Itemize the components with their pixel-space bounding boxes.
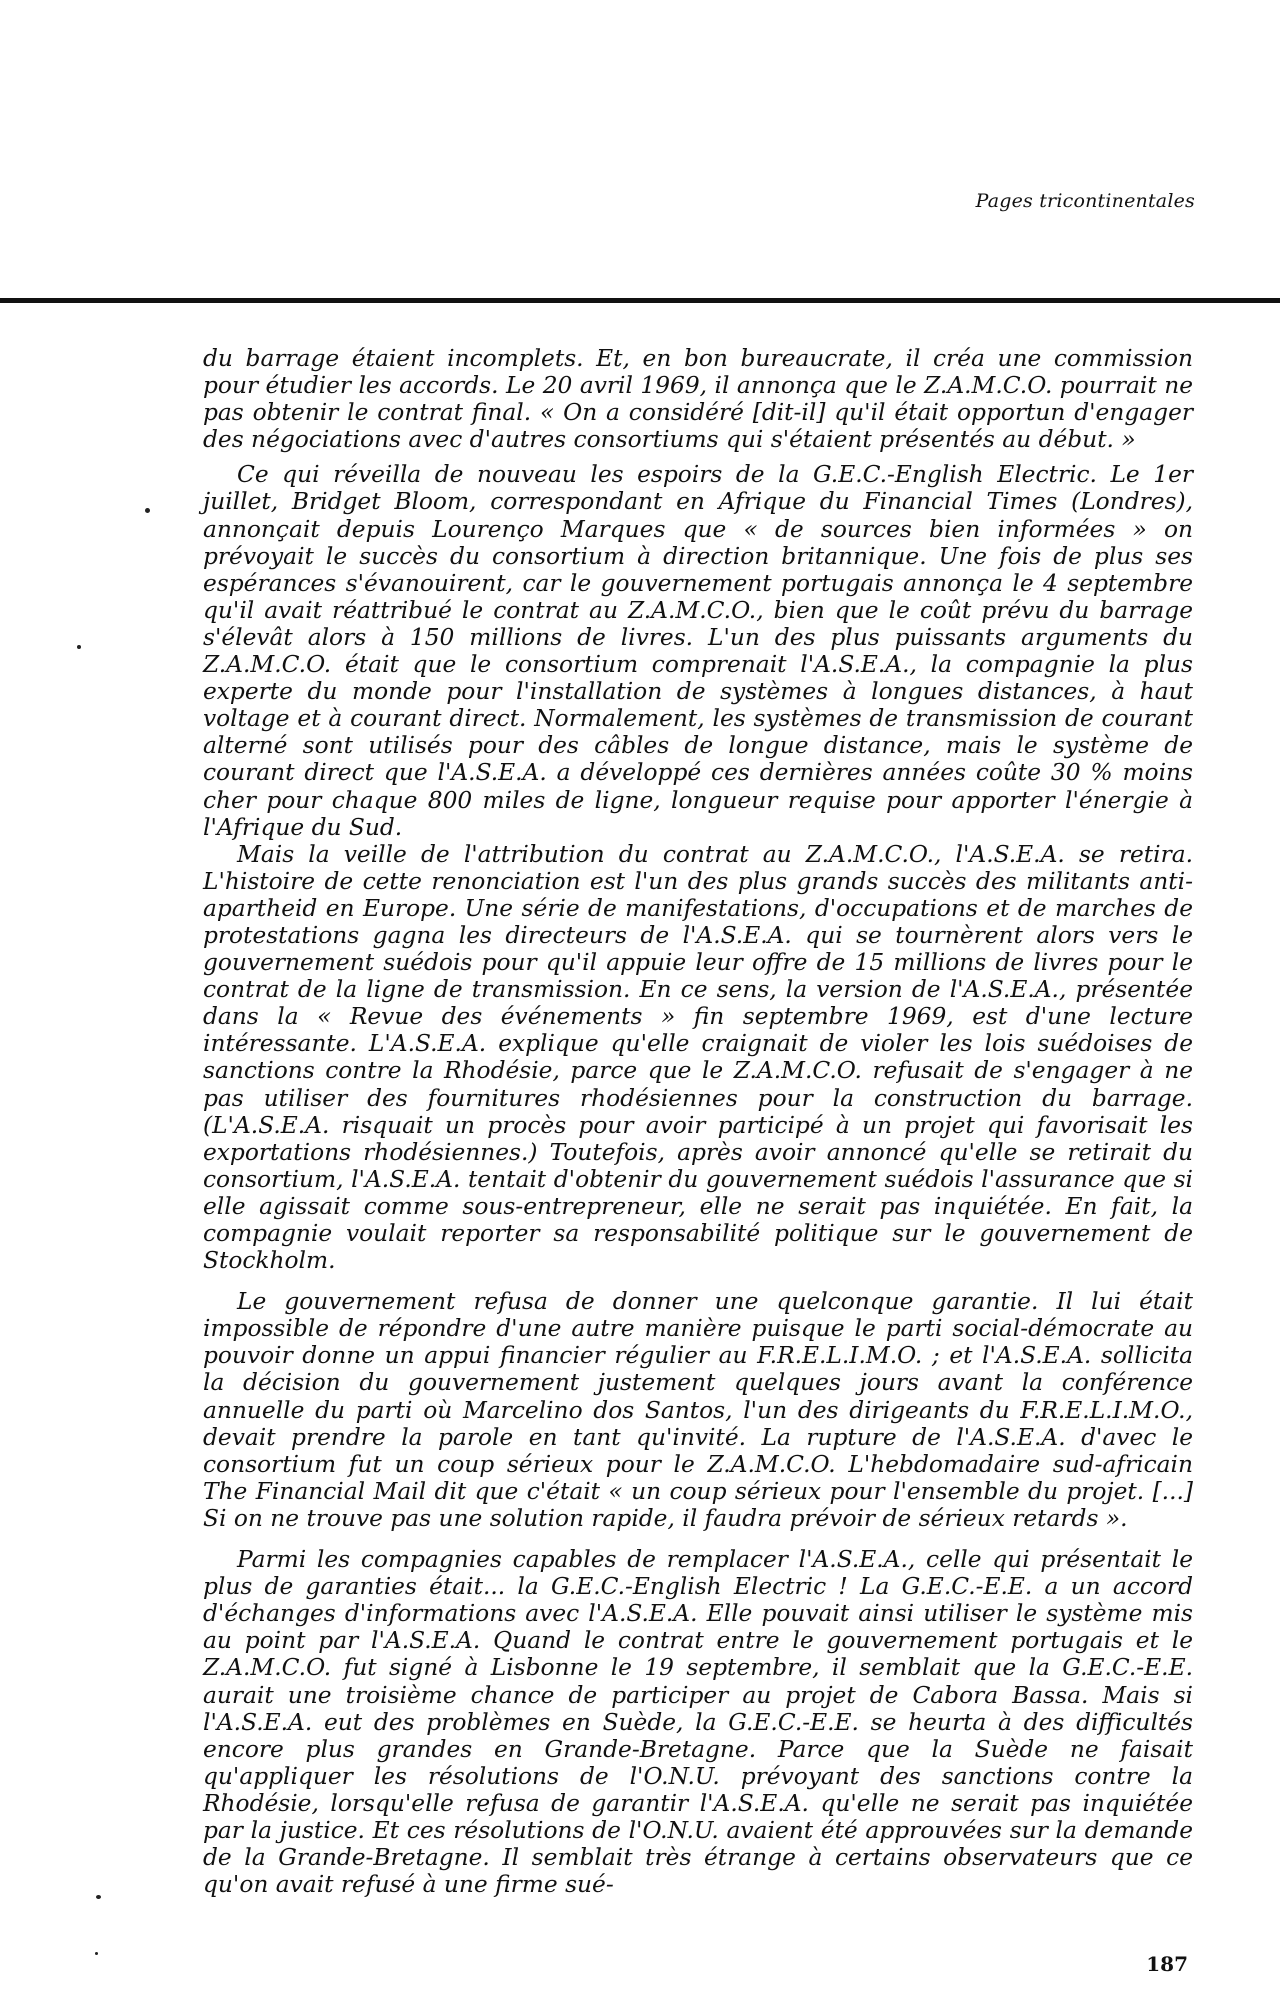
header-rule xyxy=(0,298,1280,303)
page-number: 187 xyxy=(1146,1952,1188,1976)
body-text xyxy=(203,345,1193,1898)
scan-speck xyxy=(95,1952,98,1955)
paragraph-5: Parmi les compagnies capables de remplacer l'A.S.E.A., celle qui présentait le plus de garanties était... la G.E.C.-English Electric ! La G.E.C.-E.E. a un accord d'échanges d'informations avec l'A.S.E.A. Elle pouvait ainsi utiliser le système mis au point par l'A.S.E.A. Quand le contrat entre le gouvernement portugais et le Z.A.M.C.O. fut signé à Lisbonne le 19 septembre, il semblait que la G.E.C.-E.E. aurait une troisième chance de participer au projet de Cabora Bassa. Mais si l'A.S.E.A. eut des problèmes en Suède, la G.E.C.-E.E. se heurta à des difficultés encore plus grandes en Grande-Bretagne. Parce que la Suède ne faisait qu'appliquer les résolutions de l'O.N.U. prévoyant des sanctions contre la Rhodésie, lorsqu'elle refusa de garantir l'A.S.E.A. qu'elle ne serait pas inquiétée par la justice. Et ces résolutions de l'O.N.U. avaient été approuvées sur la demande de la Grande-Bretagne. Il semblait très étrange à certains observateurs que ce qu'on avait refusé à une firme sué- xyxy=(203,1546,1193,1899)
paragraph-2: Ce qui réveilla de nouveau les espoirs de la G.E.C.-English Electric. Le 1er juillet, Bridget Bloom, correspondant en Afrique du Financial Times (Londres), annonçait depuis Lourenço Marques que « de sources bien informées » on prévoyait le succès du consortium à direction britannique. Une fois de plus ses espérances s'évanouirent, car le gouvernement portugais annonça le 4 septembre qu'il avait réattribué le contrat au Z.A.M.C.O., bien que le coût prévu du barrage s'élevât alors à 150 millions de livres. L'un des plus puissants arguments du Z.A.M.C.O. était que le consortium comprenait l'A.S.E.A., la compagnie la plus experte du monde pour l'installation de systèmes à longues distances, à haut voltage et à courant direct. Normalement, les systèmes de transmission de courant alterné sont utilisés pour des câbles de longue distance, mais le système de courant direct que l'A.S.E.A. a développé ces dernières années coûte 30 % moins cher pour chaque 800 miles de ligne, longueur requise pour apporter l'énergie à l'Afrique du Sud. xyxy=(203,461,1193,841)
scan-speck xyxy=(96,1895,101,1899)
scan-speck xyxy=(77,645,81,649)
paragraph-3: Mais la veille de l'attribution du contrat au Z.A.M.C.O., l'A.S.E.A. se retira. L'histoire de cette renonciation est l'un des plus grands succès des militants anti-apartheid en Europe. Une série de manifestations, d'occupations et de marches de protestations gagna les directeurs de l'A.S.E.A. qui se tournèrent alors vers le gouvernement suédois pour qu'il appuie leur offre de 15 millions de livres pour le contrat de la ligne de transmission. En ce sens, la version de l'A.S.E.A., présentée dans la « Revue des événements » fin septembre 1969, est d'une lecture intéressante. L'A.S.E.A. explique qu'elle craignait de violer les lois suédoises de sanctions contre la Rhodésie, parce que le Z.A.M.C.O. refusait de s'engager à ne pas utiliser des fournitures rhodésiennes pour la construction du barrage. (L'A.S.E.A. risquait un procès pour avoir participé à un projet qui favorisait les exportations rhodésiennes.) Toutefois, après avoir annoncé qu'elle se retirait du consortium, l'A.S.E.A. tentait d'obtenir du gouvernement suédois l'assurance que si elle agissait comme sous-entrepreneur, elle ne serait pas inquiétée. En fait, la compagnie voulait reporter sa responsabilité politique sur le gouvernement de Stockholm. xyxy=(203,840,1193,1275)
paragraph-4: Le gouvernement refusa de donner une quelconque garantie. Il lui était impossible de répondre d'une autre manière puisque le parti social-démocrate au pouvoir donne un appui financier régulier au F.R.E.L.I.M.O. ; et l'A.S.E.A. sollicita la décision du gouvernement justement quelques jours avant la conférence annuelle du parti où Marcelino dos Santos, l'un des dirigeants du F.R.E.L.I.M.O., devait prendre la parole en tant qu'invité. La rupture de l'A.S.E.A. d'avec le consortium fut un coup sérieux pour le Z.A.M.C.O. L'hebdomadaire sud-africain The Financial Mail dit que c'était « un coup sérieux pour l'ensemble du projet. [...] Si on ne trouve pas une solution rapide, il faudra prévoir de sérieux retards ». xyxy=(203,1288,1193,1532)
paragraph-1: du barrage étaient incomplets. Et, en bon bureaucrate, il créa une commission pour étudier les accords. Le 20 avril 1969, il annonça que le Z.A.M.C.O. pourrait ne pas obtenir le contrat final. « On a considéré [dit-il] qu'il était opportun d'engager des négociations avec d'autres consortiums qui s'étaient présentés au début. » xyxy=(203,345,1193,454)
scan-speck xyxy=(145,508,150,513)
running-head: Pages tricontinentales xyxy=(975,190,1195,212)
